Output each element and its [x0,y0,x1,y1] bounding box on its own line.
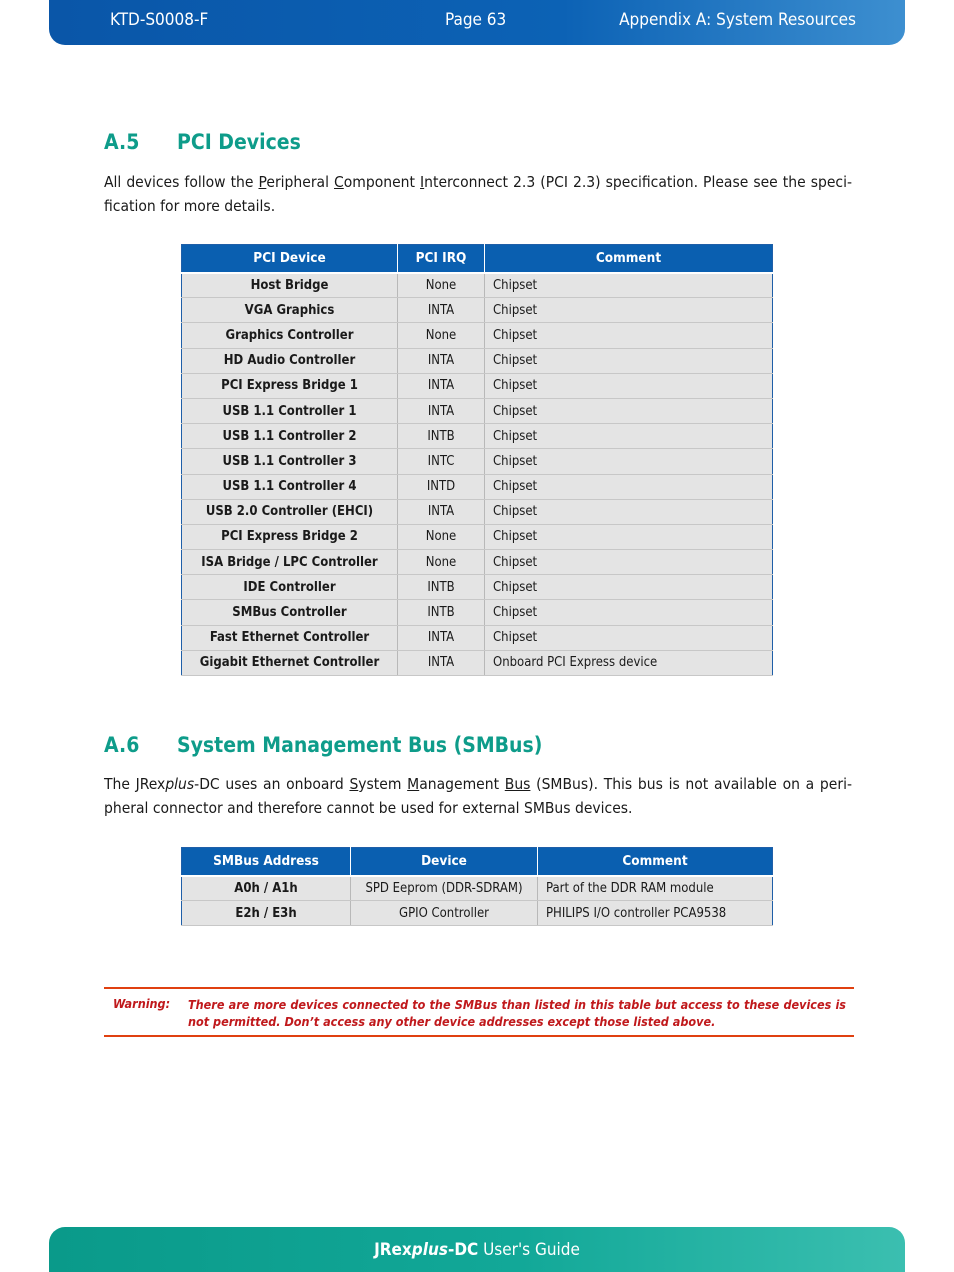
smbus-col-comment: Comment [538,848,773,876]
pci-comment-cell: Chipset [485,575,773,600]
pci-comment-cell: Chipset [485,323,773,348]
pci-device-cell: PCI Express Bridge 1 [182,373,398,398]
footer-product-name: JRex [374,1240,412,1260]
footer-product-suffix: -DC [447,1240,479,1260]
pci-device-cell: Fast Ethernet Controller [182,625,398,650]
table-row [182,424,773,449]
page-footer [49,1227,905,1272]
smbus-address-cell: E2h / E3h [182,901,351,926]
pci-device-cell: HD Audio Controller [182,348,398,373]
pci-device-cell: USB 2.0 Controller (EHCI) [182,499,398,524]
pci-irq-cell: INTA [398,398,485,423]
pci-devices-table [181,244,773,676]
heading-a5-title: PCI Devices [177,130,301,154]
pci-irq-cell: INTA [398,298,485,323]
pci-comment-cell: Chipset [485,499,773,524]
heading-a5-number: A.5 [104,130,140,154]
table-row [182,575,773,600]
pci-device-cell: Host Bridge [182,273,398,298]
pci-col-comment: Comment [485,245,773,273]
pci-col-device: PCI Device [182,245,398,273]
warning-text: There are more devices connected to the SMBus than listed in this table but access to these devices is not permitted. Don’t access any other device addresses except those listed above. [188,997,846,1029]
heading-a5 [104,130,301,154]
pci-col-irq: PCI IRQ [398,245,485,273]
pci-irq-cell: INTB [398,600,485,625]
table-row [182,550,773,575]
pci-comment-cell: Chipset [485,298,773,323]
pci-comment-cell: Chipset [485,398,773,423]
pci-comment-cell: Chipset [485,424,773,449]
pci-comment-cell: Chipset [485,348,773,373]
pci-irq-cell: INTD [398,474,485,499]
pci-device-cell: SMBus Controller [182,600,398,625]
pci-irq-cell: None [398,524,485,549]
pci-device-cell: ISA Bridge / LPC Controller [182,550,398,575]
heading-a6 [104,733,542,757]
table-row [182,901,773,926]
table-row [182,474,773,499]
heading-a6-number: A.6 [104,733,140,757]
pci-device-cell: USB 1.1 Controller 4 [182,474,398,499]
pci-comment-cell: Chipset [485,600,773,625]
page-header [49,0,905,45]
pci-comment-cell: Chipset [485,373,773,398]
table-row [182,323,773,348]
pci-irq-cell: INTA [398,625,485,650]
table-row [182,373,773,398]
smbus-address-cell: A0h / A1h [182,876,351,901]
pci-irq-cell: INTC [398,449,485,474]
table-row [182,298,773,323]
table-row [182,600,773,625]
pci-irq-cell: None [398,273,485,298]
pci-device-cell: VGA Graphics [182,298,398,323]
table-row [182,499,773,524]
pci-device-cell: IDE Controller [182,575,398,600]
smbus-intro-paragraph: The JRexplus-DC uses an onboard System Management Bus (SMBus). This bus is not available on a peri-pheral connector and therefore cannot be used for external SMBus devices. [104,775,852,817]
pci-device-cell: USB 1.1 Controller 3 [182,449,398,474]
pci-device-cell: Gigabit Ethernet Controller [182,650,398,675]
section-name: Appendix A: System Resources [619,10,856,30]
smbus-col-address: SMBus Address [182,848,351,876]
table-row [182,273,773,298]
smbus-comment-cell: PHILIPS I/O controller PCA9538 [538,901,773,926]
pci-irq-cell: INTB [398,575,485,600]
table-row [182,650,773,675]
pci-comment-cell: Chipset [485,273,773,298]
smbus-device-cell: GPIO Controller [351,901,538,926]
pci-comment-cell: Chipset [485,550,773,575]
pci-irq-cell: INTA [398,373,485,398]
pci-comment-cell: Chipset [485,474,773,499]
table-row [182,876,773,901]
footer-product-plus: plus [411,1240,448,1260]
pci-irq-cell: None [398,323,485,348]
pci-comment-cell: Chipset [485,449,773,474]
pci-irq-cell: INTA [398,499,485,524]
page-number: Page 63 [445,10,507,30]
smbus-table [181,847,773,926]
smbus-col-device: Device [351,848,538,876]
pci-irq-cell: INTA [398,348,485,373]
pci-device-cell: USB 1.1 Controller 1 [182,398,398,423]
footer-guide: User's Guide [478,1240,580,1260]
pci-device-cell: Graphics Controller [182,323,398,348]
table-row [182,625,773,650]
heading-a6-title: System Management Bus (SMBus) [177,733,543,757]
table-row [182,524,773,549]
table-row [182,449,773,474]
pci-comment-cell: Onboard PCI Express device [485,650,773,675]
warning-label: Warning: [113,996,171,1011]
pci-irq-cell: None [398,550,485,575]
pci-device-cell: USB 1.1 Controller 2 [182,424,398,449]
table-row [182,348,773,373]
pci-comment-cell: Chipset [485,625,773,650]
smbus-device-cell: SPD Eeprom (DDR-SDRAM) [351,876,538,901]
pci-device-cell: PCI Express Bridge 2 [182,524,398,549]
pci-comment-cell: Chipset [485,524,773,549]
smbus-comment-cell: Part of the DDR RAM module [538,876,773,901]
pci-irq-cell: INTB [398,424,485,449]
warning-box [104,987,854,1037]
pci-intro-paragraph: All devices follow the Peripheral Component Interconnect 2.3 (PCI 2.3) specification. Please see the speci-fication for more details. [104,173,852,215]
doc-id: KTD-S0008-F [110,10,209,30]
table-row [182,398,773,423]
pci-irq-cell: INTA [398,650,485,675]
